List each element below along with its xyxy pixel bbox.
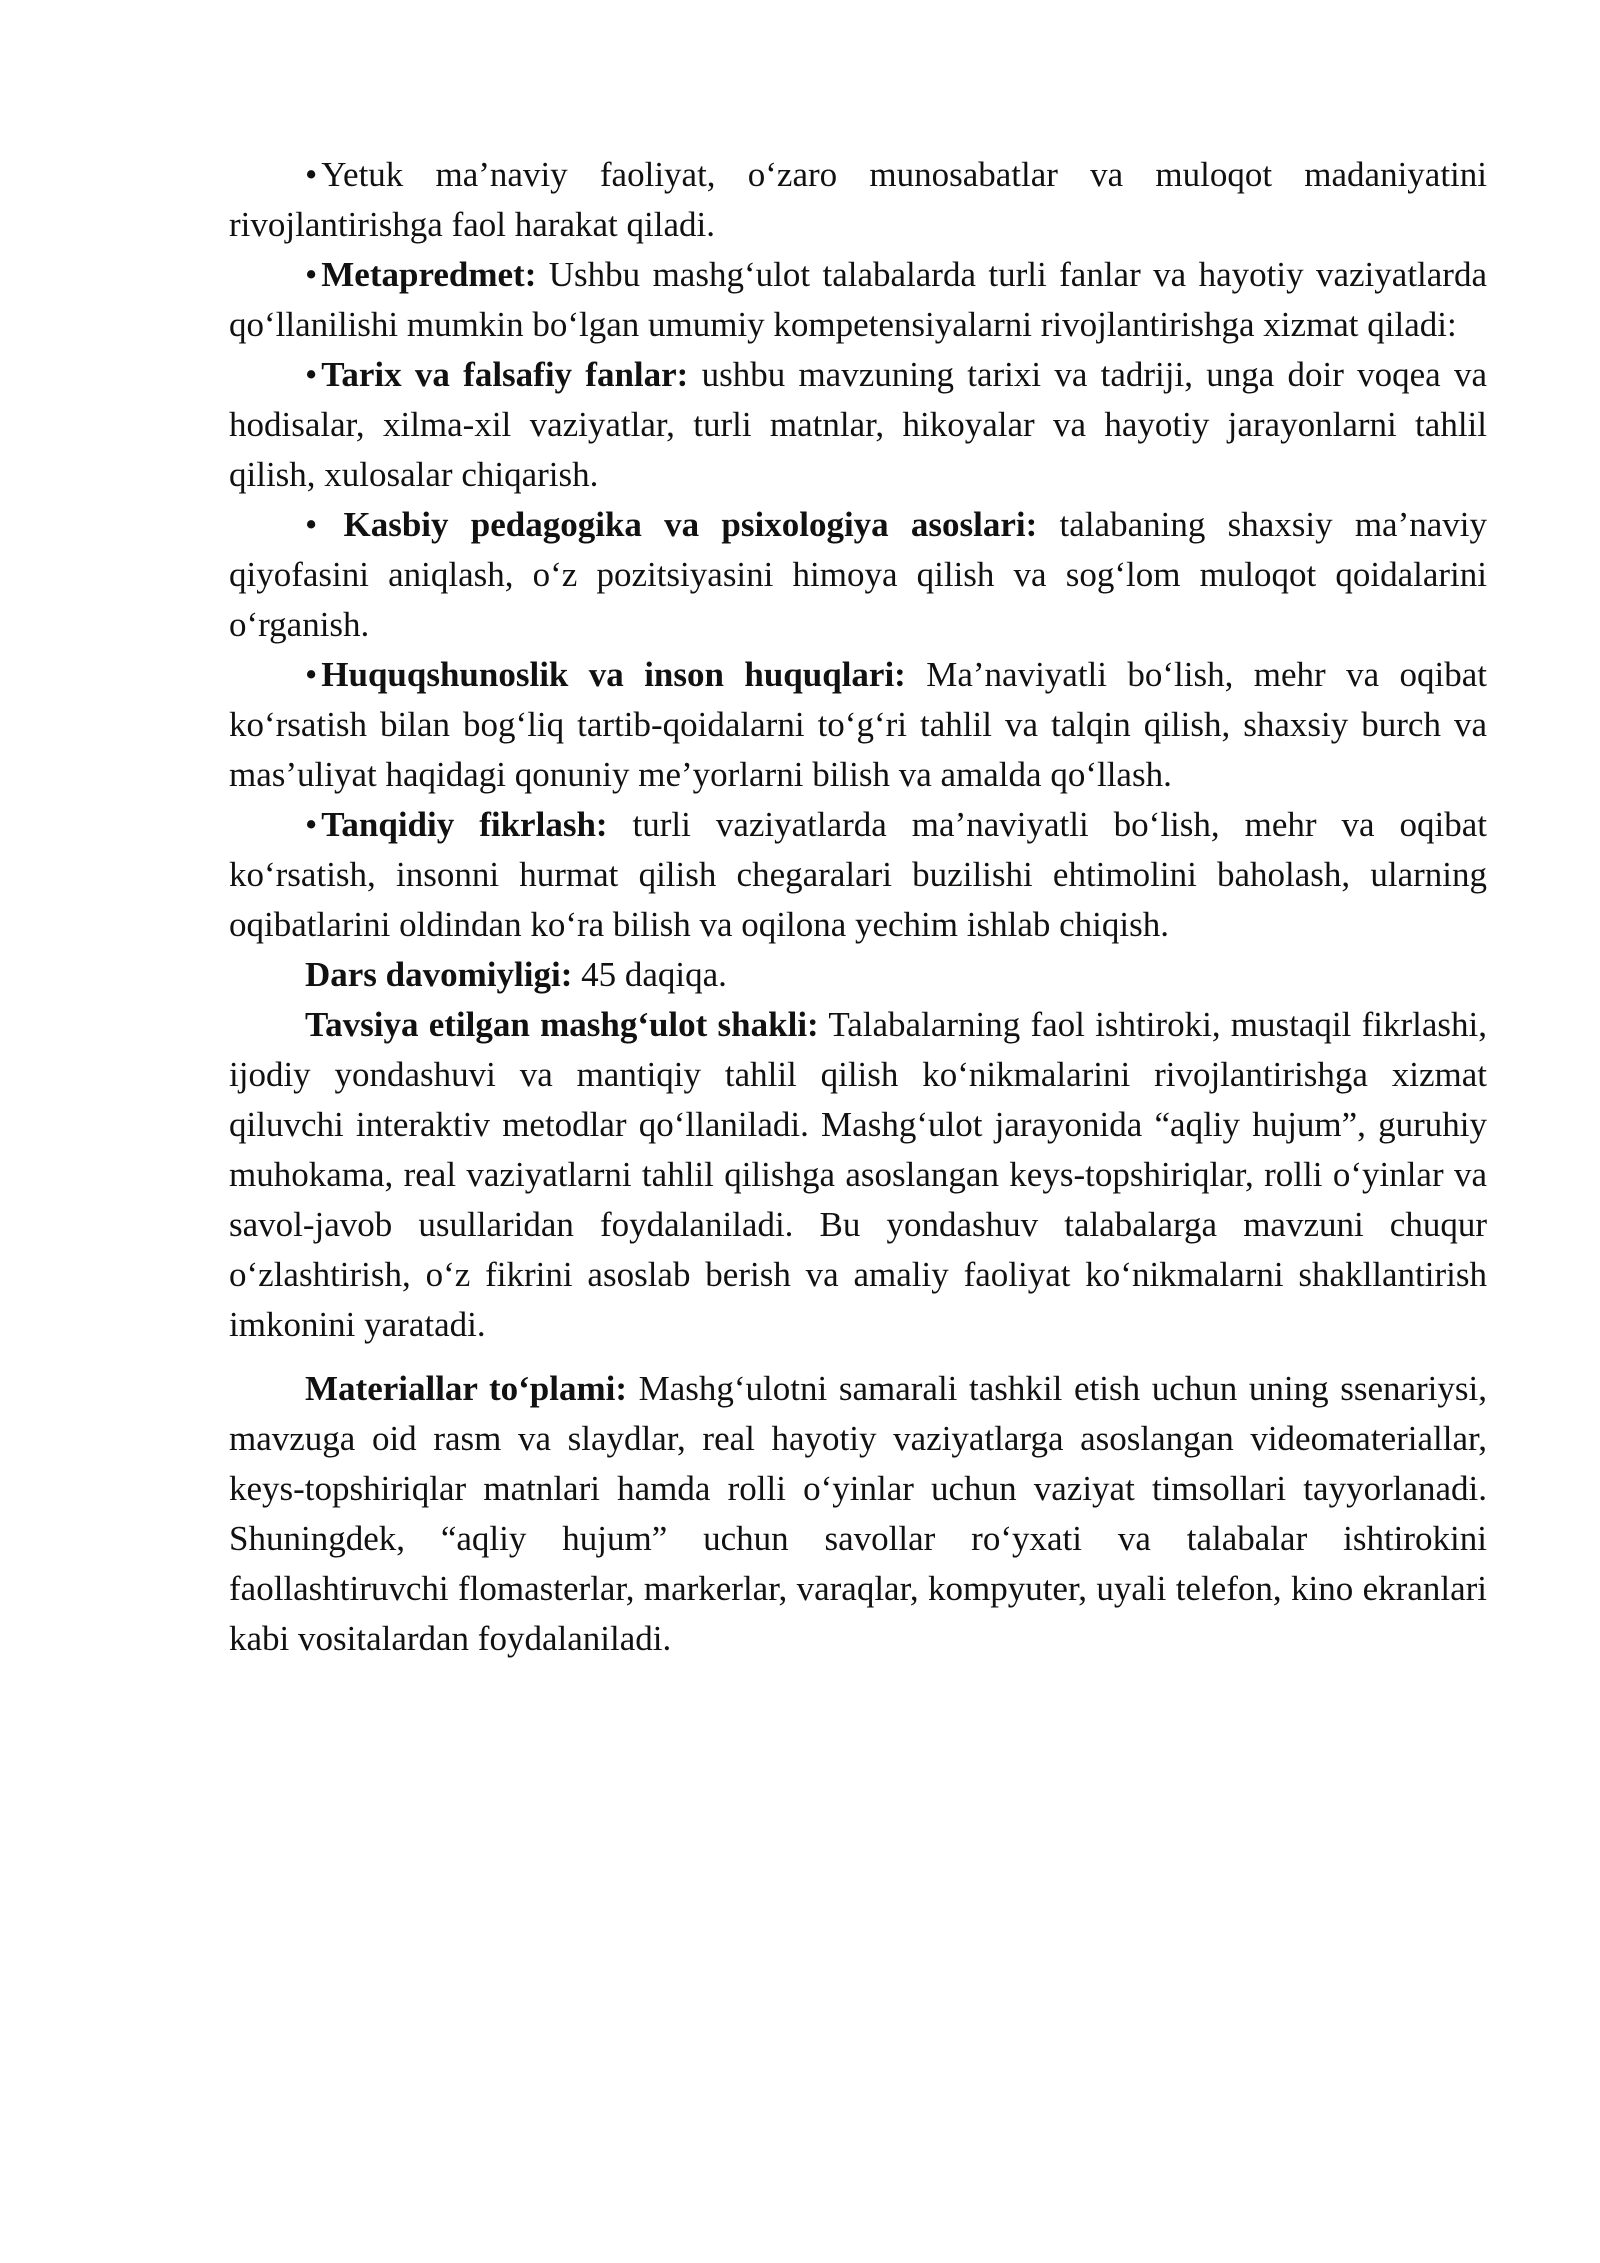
bullet: • <box>305 155 318 194</box>
paragraph-text: ushbu mavzuning tarixi va tadriji, unga doir voqea va hodisalar, xilma-xil vaziyatlar, turli matnlar, hikoyalar va hayotiy jarayonlarni tahlil qilish, xulosalar chiqarish. <box>229 355 1487 494</box>
paragraph-materials <box>229 1364 1487 1664</box>
paragraph-term: Huquqshunoslik va inson huquqlari: <box>321 655 906 694</box>
paragraph-history-philosophy <box>229 350 1487 500</box>
paragraph-text: 45 daqiqa. <box>572 955 727 994</box>
paragraph-term: Tarix va falsafiy fanlar: <box>321 355 689 394</box>
document-page <box>229 150 1487 1664</box>
paragraph-text: Mashg‘ulotni samarali tashkil etish uchun uning ssenariysi, mavzuga oid rasm va slaydlar, real hayotiy vaziyatlarga asoslangan videomateriallar, keys-topshiriqlar matnlari hamda rolli o‘yinlar uchun vaziyat timsollari tayyorlanadi. Shuningdek, “aqliy hujum” uchun savollar ro‘yxati va talabalar ishtirokini faollashtiruvchi flomasterlar, markerlar, varaqlar, kompyuter, uyali telefon, kino ekranlari kabi vositalardan foydalaniladi. <box>229 1369 1487 1658</box>
paragraph-critical-thinking <box>229 800 1487 950</box>
paragraph-term: Kasbiy pedagogika va psixologiya asoslari: <box>343 505 1038 544</box>
paragraph-lesson-form <box>229 1000 1487 1350</box>
paragraph-text: Ma’naviyatli bo‘lish, mehr va oqibat ko‘rsatish bilan bog‘liq tartib-qoidalarni to‘g‘ri tahlil va talqin qilish, shaxsiy burch va mas’uliyat haqidagi qonuniy me’yorlarni bilish va amalda qo‘llash. <box>229 655 1487 794</box>
paragraph-pedagogy <box>229 500 1487 650</box>
bullet: • <box>305 255 318 294</box>
paragraph-text: Yetuk ma’naviy faoliyat, o‘zaro munosabatlar va muloqot madaniyatini rivojlantirishga faol harakat qiladi. <box>229 155 1487 244</box>
bullet: • <box>305 355 318 394</box>
paragraph-term: Metapredmet: <box>321 255 537 294</box>
bullet: • <box>305 505 340 544</box>
bullet: • <box>305 805 318 844</box>
paragraph-metapredmet <box>229 250 1487 350</box>
bullet: • <box>305 655 318 694</box>
paragraph-text: Ushbu mashg‘ulot talabalarda turli fanlar va hayotiy vaziyatlarda qo‘llanilishi mumkin bo‘lgan umumiy kompetensiyalarni rivojlantirishga xizmat qiladi: <box>229 255 1487 344</box>
paragraph-term: Tanqidiy fikrlash: <box>321 805 608 844</box>
paragraph-text: turli vaziyatlarda ma’naviyatli bo‘lish, mehr va oqibat ko‘rsatish, insonni hurmat qilish chegaralari buzilishi ehtimolini baholash, ularning oqibatlarini oldindan ko‘ra bilish va oqilona yechim ishlab chiqish. <box>229 805 1487 944</box>
paragraph-text: Talabalarning faol ishtiroki, mustaqil fikrlashi, ijodiy yondashuvi va mantiqiy tahlil qilish ko‘nikmalarini rivojlantirishga xizmat qiluvchi interaktiv metodlar qo‘llaniladi. Mashg‘ulot jarayonida “aqliy hujum”, guruhiy muhokama, real vaziyatlarni tahlil qilishga asoslangan keys-topshiriqlar, rolli o‘yinlar va savol-javob usullaridan foydalaniladi. Bu yondashuv talabalarga mavzuni chuqur o‘zlashtirish, o‘z fikrini asoslab berish va amaliy faoliyat ko‘nikmalarni shakllantirish imkonini yaratadi. <box>229 1005 1487 1344</box>
paragraph-term: Tavsiya etilgan mashg‘ulot shakli: <box>305 1005 819 1044</box>
paragraph-term: Dars davomiyligi: <box>305 955 573 994</box>
paragraph-text: talabaning shaxsiy ma’naviy qiyofasini aniqlash, o‘z pozitsiyasini himoya qilish va sog‘lom muloqot qoidalarini o‘rganish. <box>229 505 1487 644</box>
paragraph-duration <box>229 950 1487 1000</box>
paragraph-term: Materiallar to‘plami: <box>305 1369 627 1408</box>
paragraph-law <box>229 650 1487 800</box>
paragraph-activity <box>229 150 1487 250</box>
